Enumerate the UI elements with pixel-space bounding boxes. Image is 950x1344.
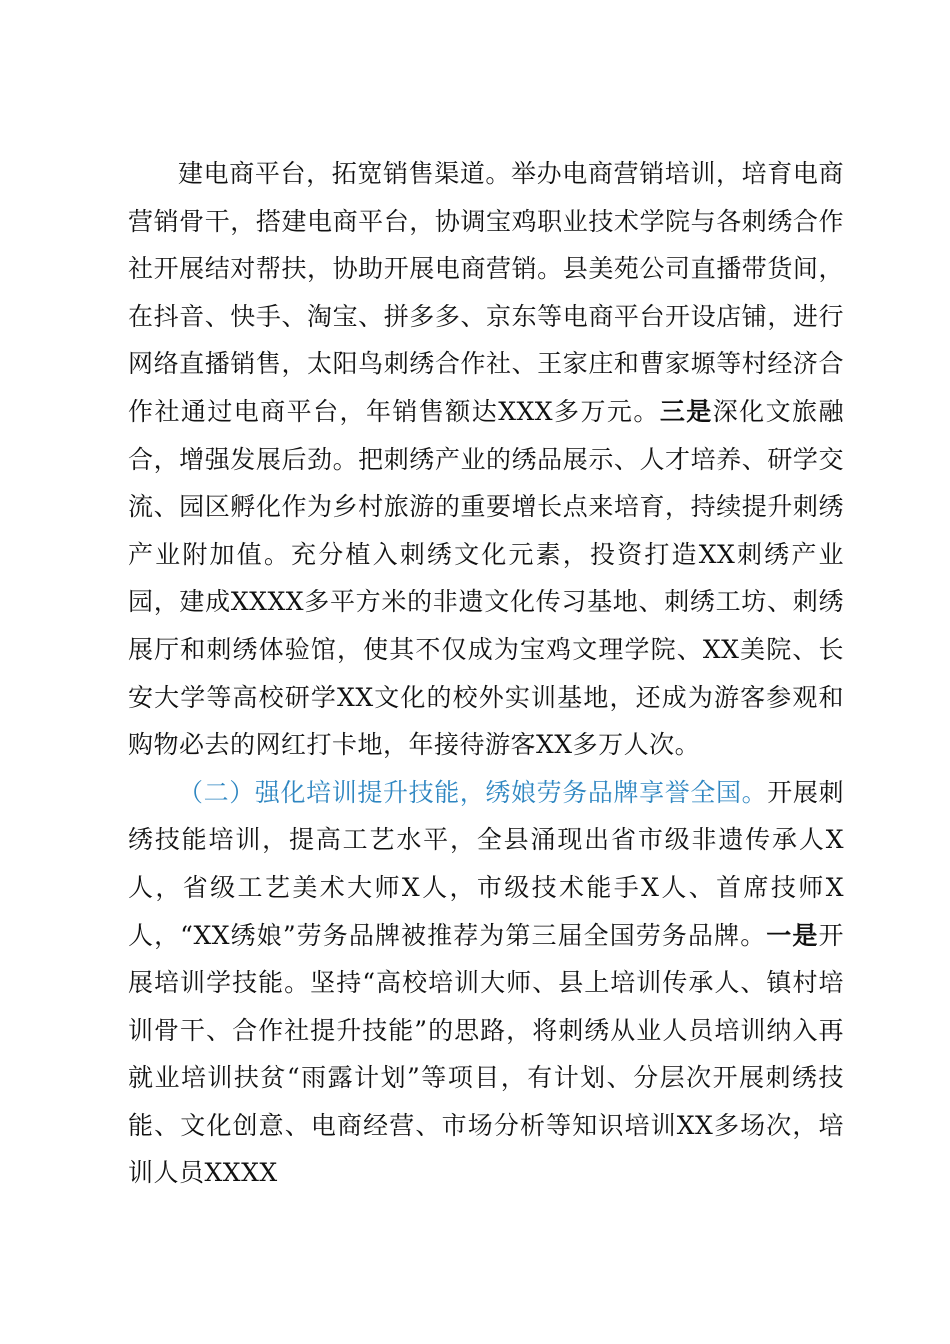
document-body (128, 150, 844, 1197)
emphasis-run: 一是 (766, 920, 819, 950)
section-heading: （二）强化培训提升技能，绣娘劳务品牌享誉全国。 (178, 777, 768, 807)
paragraph-1 (128, 150, 844, 769)
text-run: 开展刺绣技能培训，提高工艺水平，全县涌现出省市级非遗传承人X人，省级工艺美术大师X人，市级技术能手X人、首席技师X人，“XX绣娘”劳务品牌被推荐为第三届全国劳务品牌。 (128, 777, 844, 950)
text-run: 开展培训学技能。坚持“高校培训大师、县上培训传承人、镇村培训骨干、合作社提升技能”的思路，将刺绣从业人员培训纳入再就业培训扶贫“雨露计划”等项目，有计划、分层次开展刺绣技能、文化创意、电商经营、市场分析等知识培训XX多场次，培训人员XXXX (128, 920, 844, 1188)
paragraph-2 (128, 769, 844, 1197)
text-run: 建电商平台，拓宽销售渠道。举办电商营销培训，培育电商营销骨干，搭建电商平台，协调宝鸡职业技术学院与各刺绣合作社开展结对帮扶，协助开展电商营销。县美苑公司直播带货间，在抖音、快手、淘宝、拼多多、京东等电商平台开设店铺，进行网络直播销售，太阳鸟刺绣合作社、王家庄和曹家塬等村经济合作社通过电商平台，年销售额达XXX多万元。 (128, 159, 844, 426)
emphasis-run: 三是 (659, 396, 713, 426)
text-run: 深化文旅融合，增强发展后劲。把刺绣产业的绣品展示、人才培养、研学交流、园区孵化作为乡村旅游的重要增长点来培育，持续提升刺绣产业附加值。充分植入刺绣文化元素，投资打造XX刺绣产业园，建成XXXX多平方米的非遗文化传习基地、刺绣工坊、刺绣展厅和刺绣体验馆，使其不仅成为宝鸡文理学院、XX美院、长安大学等高校研学XX文化的校外实训基地，还成为游客参观和购物必去的网红打卡地，年接待游客XX多万人次。 (128, 396, 844, 760)
